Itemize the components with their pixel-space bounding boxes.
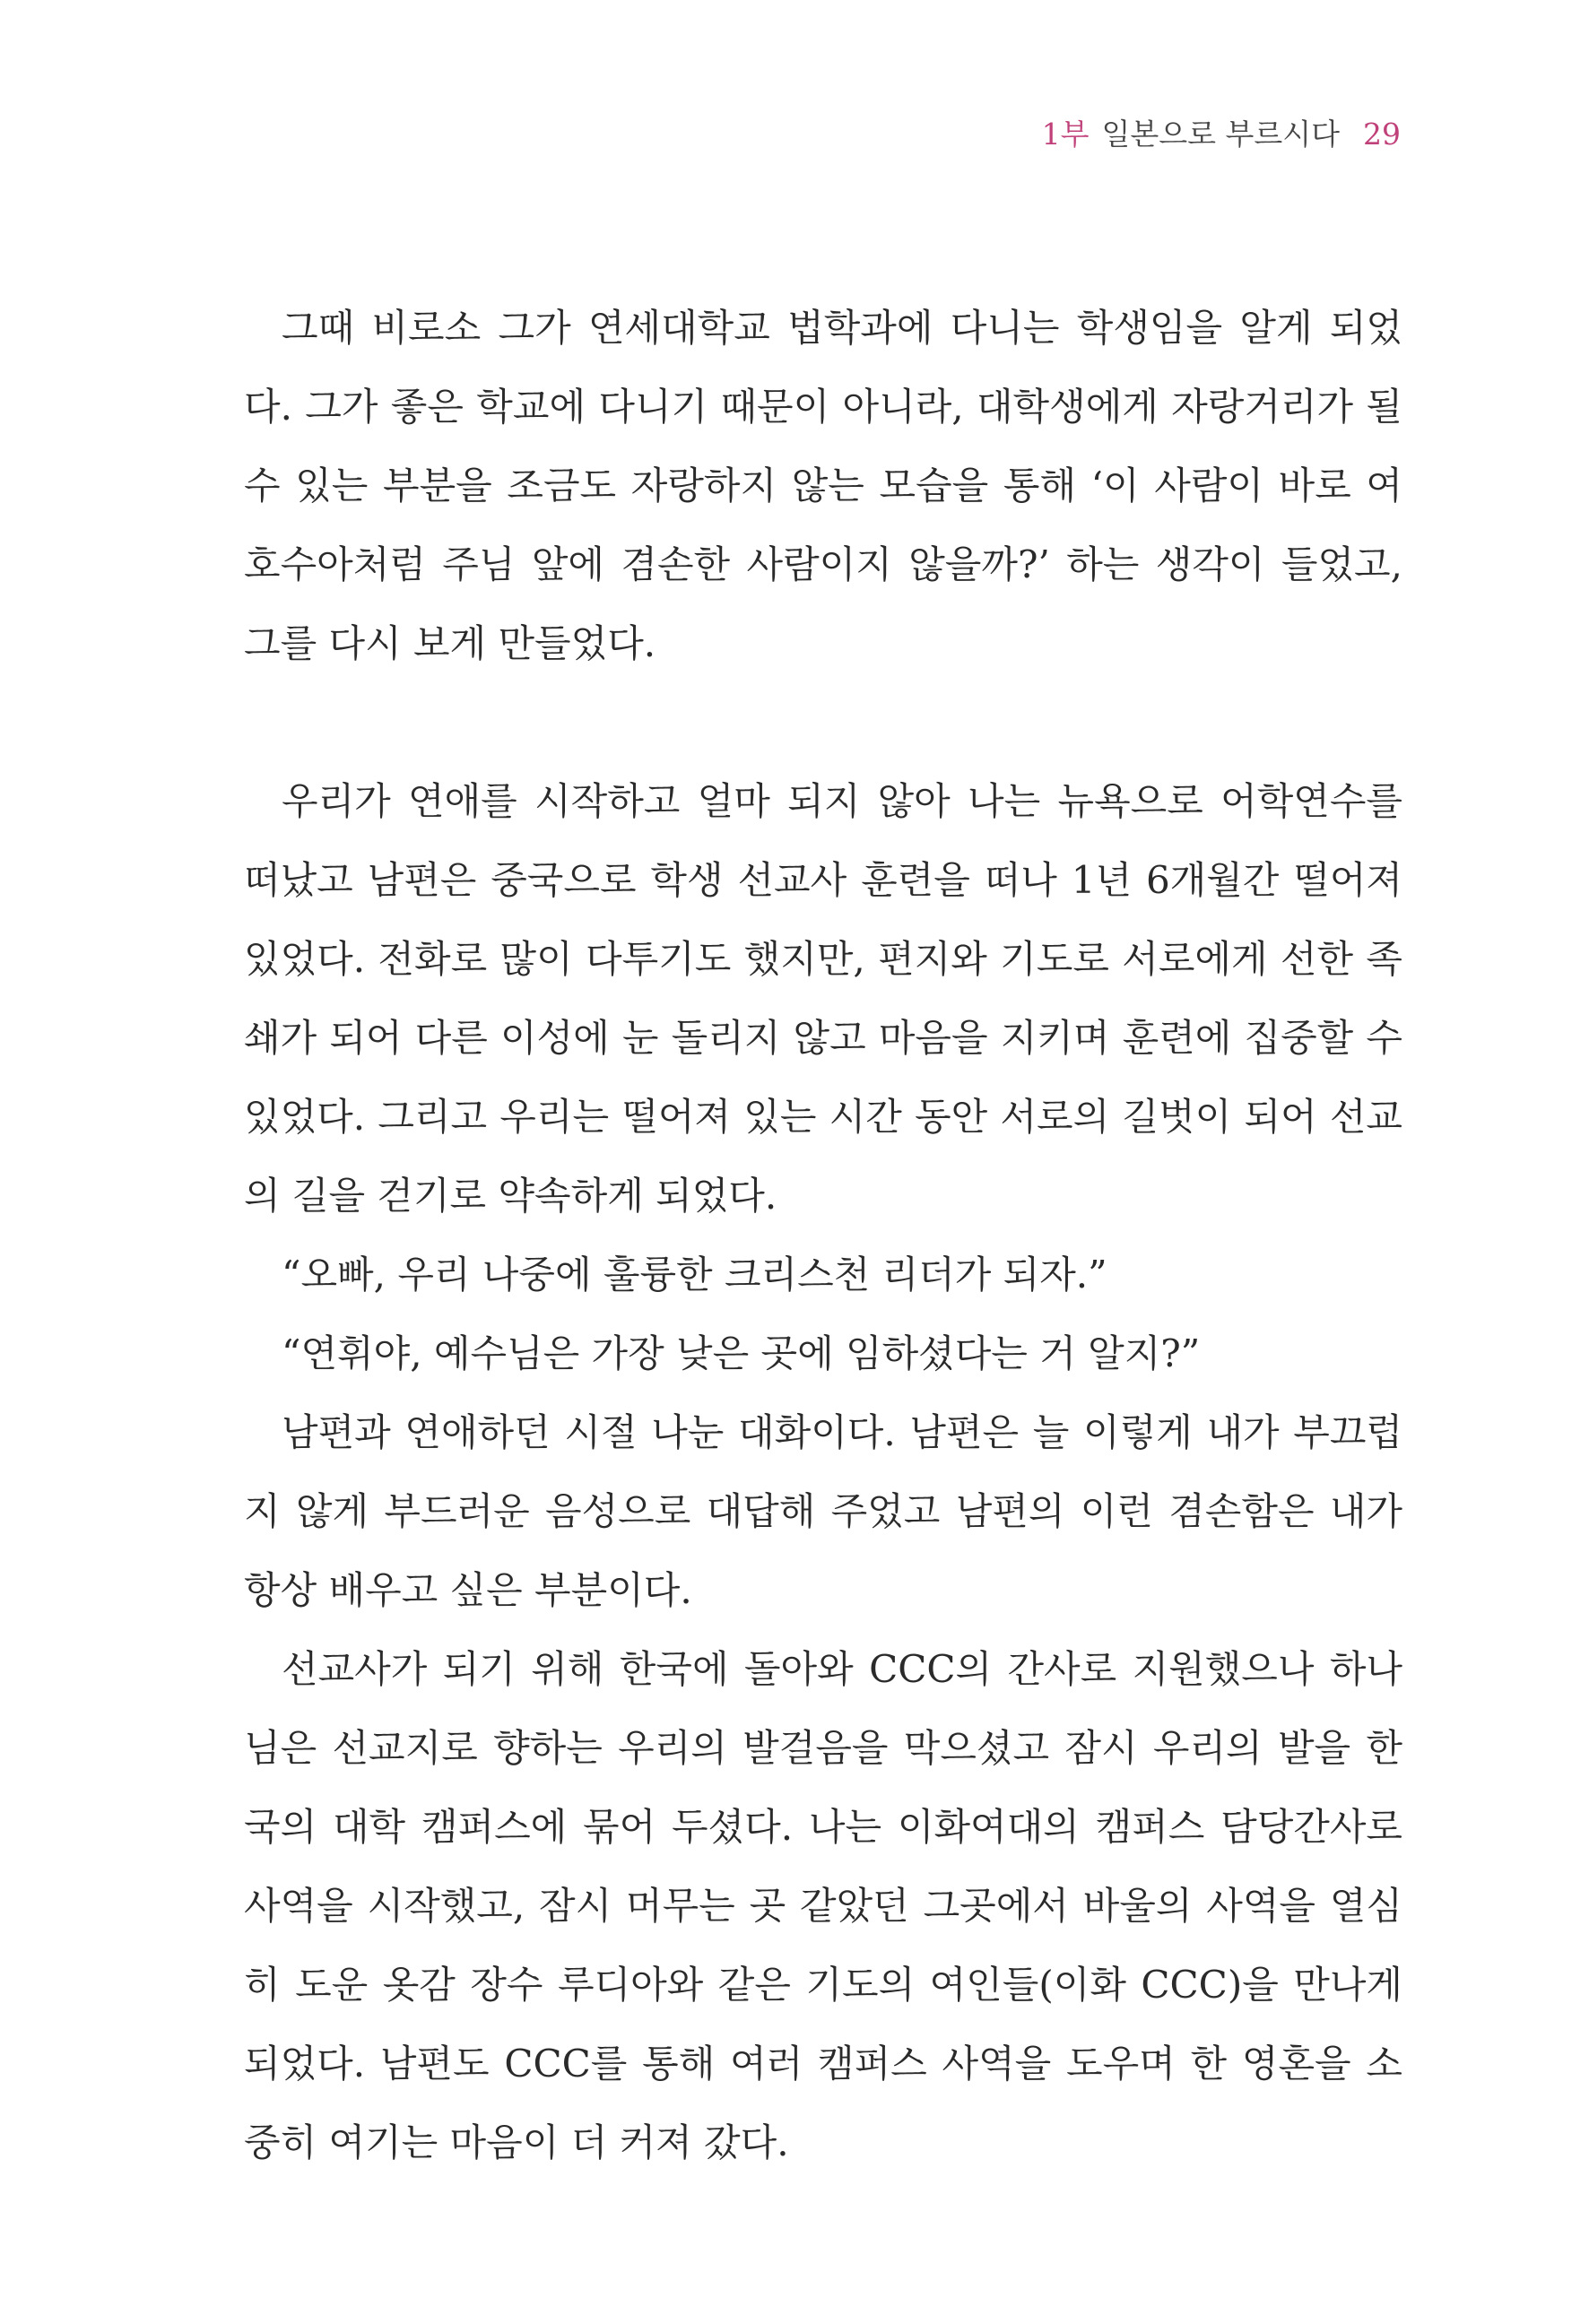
chapter-title: 일본으로 부르시다: [1101, 117, 1340, 152]
part-label: 1부: [1041, 117, 1090, 152]
paragraph: 선교사가 되기 위해 한국에 돌아와 CCC의 간사로 지원했으나 하나님은 선교지로 향하는 우리의 발걸음을 막으셨고 잠시 우리의 발을 한국의 대학 캠퍼스에 묶어 두셨다. 나는 이화여대의 캠퍼스 담당간사로 사역을 시작했고, 잠시 머무는 곳 같았던 그곳에서 바울의 사역을 열심히 도운 옷감 장수 루디아와 같은 기도의 여인들(이화 CCC)을 만나게 되었다. 남편도 CCC를 통해 여러 캠퍼스 사역을 도우며 한 영혼을 소중히 여기는 마음이 더 커져 갔다.: [244, 1647, 1402, 2164]
paragraph: 우리가 연애를 시작하고 얼마 되지 않아 나는 뉴욕으로 어학연수를 떠났고 남편은 중국으로 학생 선교사 훈련을 떠나 1년 6개월간 떨어져 있었다. 전화로 많이 다투기도 했지만, 편지와 기도로 서로에게 선한 족쇄가 되어 다른 이성에 눈 돌리지 않고 마음을 지키며 훈련에 집중할 수 있었다. 그리고 우리는 떨어져 있는 시간 동안 서로의 길벗이 되어 선교의 길을 걷기로 약속하게 되었다.: [244, 779, 1402, 1218]
body-text: [244, 289, 1402, 2182]
dialogue-line: “오빠, 우리 나중에 훌륭한 크리스천 리더가 되자.”: [282, 1253, 1107, 1296]
running-header: [1042, 117, 1401, 152]
paragraph: 남편과 연애하던 시절 나눈 대화이다. 남편은 늘 이렇게 내가 부끄럽지 않게 부드러운 음성으로 대답해 주었고 남편의 이런 겸손함은 내가 항상 배우고 싶은 부분이다.: [244, 1410, 1402, 1612]
page-number: 29: [1363, 117, 1401, 152]
dialogue-line: “연휘야, 예수님은 가장 낮은 곳에 임하셨다는 거 알지?”: [282, 1331, 1201, 1375]
paragraph: 그때 비로소 그가 연세대학교 법학과에 다니는 학생임을 알게 되었다. 그가 좋은 학교에 다니기 때문이 아니라, 대학생에게 자랑거리가 될 수 있는 부분을 조금도 자랑하지 않는 모습을 통해 ‘이 사람이 바로 여호수아처럼 주님 앞에 겸손한 사람이지 않을까?’ 하는 생각이 들었고, 그를 다시 보게 만들었다.: [244, 306, 1402, 665]
